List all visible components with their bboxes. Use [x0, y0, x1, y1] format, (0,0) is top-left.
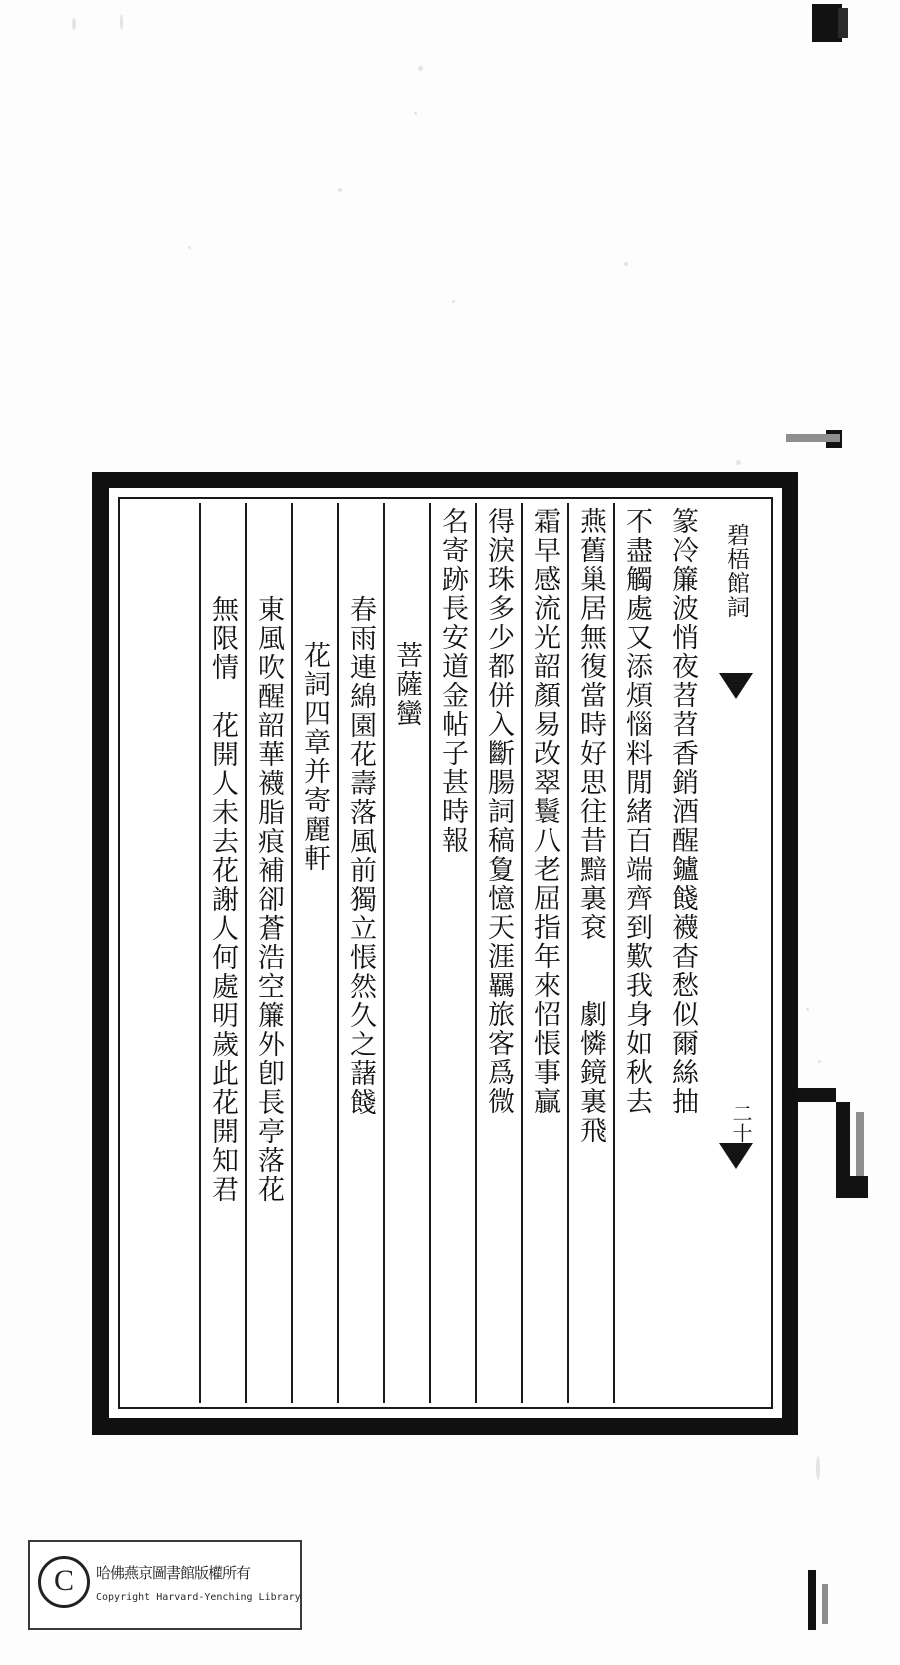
fishtail-ornament-upper — [719, 673, 753, 699]
scan-speckle — [806, 1008, 809, 1011]
scan-edge-artifact — [796, 1088, 836, 1102]
text-column-9-preface — [291, 503, 337, 1403]
banxin-page-number: 二十 — [729, 1103, 753, 1143]
vertical-text-area — [124, 503, 767, 1403]
text-column-8 — [337, 503, 383, 1403]
woodblock-text-block — [92, 472, 798, 1435]
column-text: 不盡觸處又添煩惱料閒緒百端齊到歎我身如秋去 — [621, 507, 652, 1116]
scan-speckle — [624, 262, 628, 266]
fishtail-ornament-lower — [719, 1143, 753, 1169]
column-text: 花詞四章并寄麗軒 — [299, 641, 330, 873]
scan-speckle — [816, 1456, 820, 1480]
text-column-2 — [613, 503, 659, 1403]
scan-edge-artifact — [786, 434, 840, 442]
scan-edge-artifact — [838, 8, 848, 38]
scan-edge-artifact — [822, 1584, 828, 1624]
text-column-11 — [199, 503, 245, 1403]
banxin-title: 碧梧館詞 — [723, 523, 749, 619]
banxin-strip — [713, 503, 767, 1403]
text-column-4 — [521, 503, 567, 1403]
text-column-6 — [429, 503, 475, 1403]
scan-speckle — [736, 460, 741, 465]
text-column-1 — [659, 503, 705, 1403]
column-text: 霜早感流光韶顏易改翠鬟八老屈指年來怊悵事贏 — [529, 507, 560, 1116]
scan-speckle — [188, 246, 191, 249]
column-text: 東風吹醒韶華襪脂痕補卻蒼浩空簾外卽長亭落花 — [253, 595, 284, 1204]
stamp-english-text: Copyright Harvard-Yenching Library — [96, 1592, 301, 1603]
column-text: 得淚珠多少都併入斷腸詞稿夐憶天涯羈旅客爲微 — [483, 507, 514, 1116]
column-text: 無限情 花開人未去花謝人何處明歲此花開知君 — [207, 595, 238, 1204]
scan-speckle — [418, 66, 423, 71]
text-column-5 — [475, 503, 521, 1403]
column-text: 篆冷簾波悄夜苕苕香銷酒醒鑪餞襪杳愁似爾絲抽 — [667, 507, 698, 1116]
scan-speckle — [72, 18, 76, 30]
scan-speckle — [120, 14, 123, 30]
column-text: 燕舊巢居無復當時好思往昔黯裏袞 劇憐鏡裏飛 — [575, 507, 606, 1145]
column-text: 菩薩蠻 — [391, 641, 422, 728]
scan-speckle — [452, 300, 455, 303]
scan-speckle — [338, 188, 342, 192]
text-column-10 — [245, 503, 291, 1403]
stamp-chinese-text: 哈佛燕京圖書館版權所有 — [96, 1564, 251, 1582]
library-copyright-stamp — [28, 1540, 302, 1630]
scan-speckle — [818, 1060, 821, 1063]
scan-speckle — [414, 112, 417, 115]
column-text: 名寄跡長安道金帖子甚時報 — [437, 507, 468, 855]
copyright-icon: C — [38, 1556, 90, 1608]
scan-edge-artifact — [846, 1176, 868, 1198]
text-column-3 — [567, 503, 613, 1403]
column-text: 春雨連綿園花壽落風前獨立悵然久之藷餞 — [345, 595, 376, 1117]
scan-edge-artifact — [808, 1570, 816, 1630]
text-column-7-tune-title — [383, 503, 429, 1403]
